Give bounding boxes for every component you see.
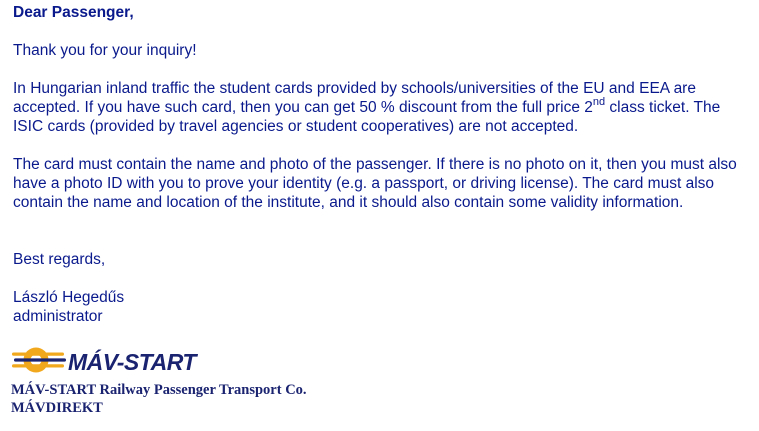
company-signature-logo bbox=[11, 344, 331, 424]
paragraph-student-cards-part1: In Hungarian inland traffic the student cards provided by schools/universities of the EU and EEA are accepted. If you have such card, then you can get 50 % discount from the full price 2 bbox=[13, 80, 696, 116]
paragraph-student-cards-part2: class ticket. The ISIC cards (provided by travel agencies or student cooperatives) are not accepted. bbox=[13, 99, 721, 135]
signer-title: administrator bbox=[13, 308, 103, 325]
email-body bbox=[13, 0, 753, 326]
company-info bbox=[11, 381, 307, 417]
greeting: Dear Passenger, bbox=[13, 4, 134, 21]
winged-wheel-icon bbox=[12, 348, 66, 373]
mav-start-logo bbox=[11, 344, 211, 378]
closing: Best regards, bbox=[13, 251, 106, 268]
paragraph-student-cards bbox=[13, 79, 753, 136]
thanks-line: Thank you for your inquiry! bbox=[13, 42, 197, 59]
ordinal-suffix: nd bbox=[592, 95, 606, 108]
department-name: MÁVDIREKT bbox=[11, 400, 103, 416]
brand-wordmark: MÁV-START bbox=[68, 349, 196, 375]
company-name: MÁV-START Railway Passenger Transport Co. bbox=[11, 382, 307, 398]
signer-name: László Hegedűs bbox=[13, 289, 125, 306]
paragraph-card-requirements: The card must contain the name and photo of the passenger. If there is no photo on it, then you must also have a photo ID with you to prove your identity (e.g. a passport, or driving license). The card must also contain the name and location of the institute, and it should also contain some validity information. bbox=[13, 156, 737, 211]
